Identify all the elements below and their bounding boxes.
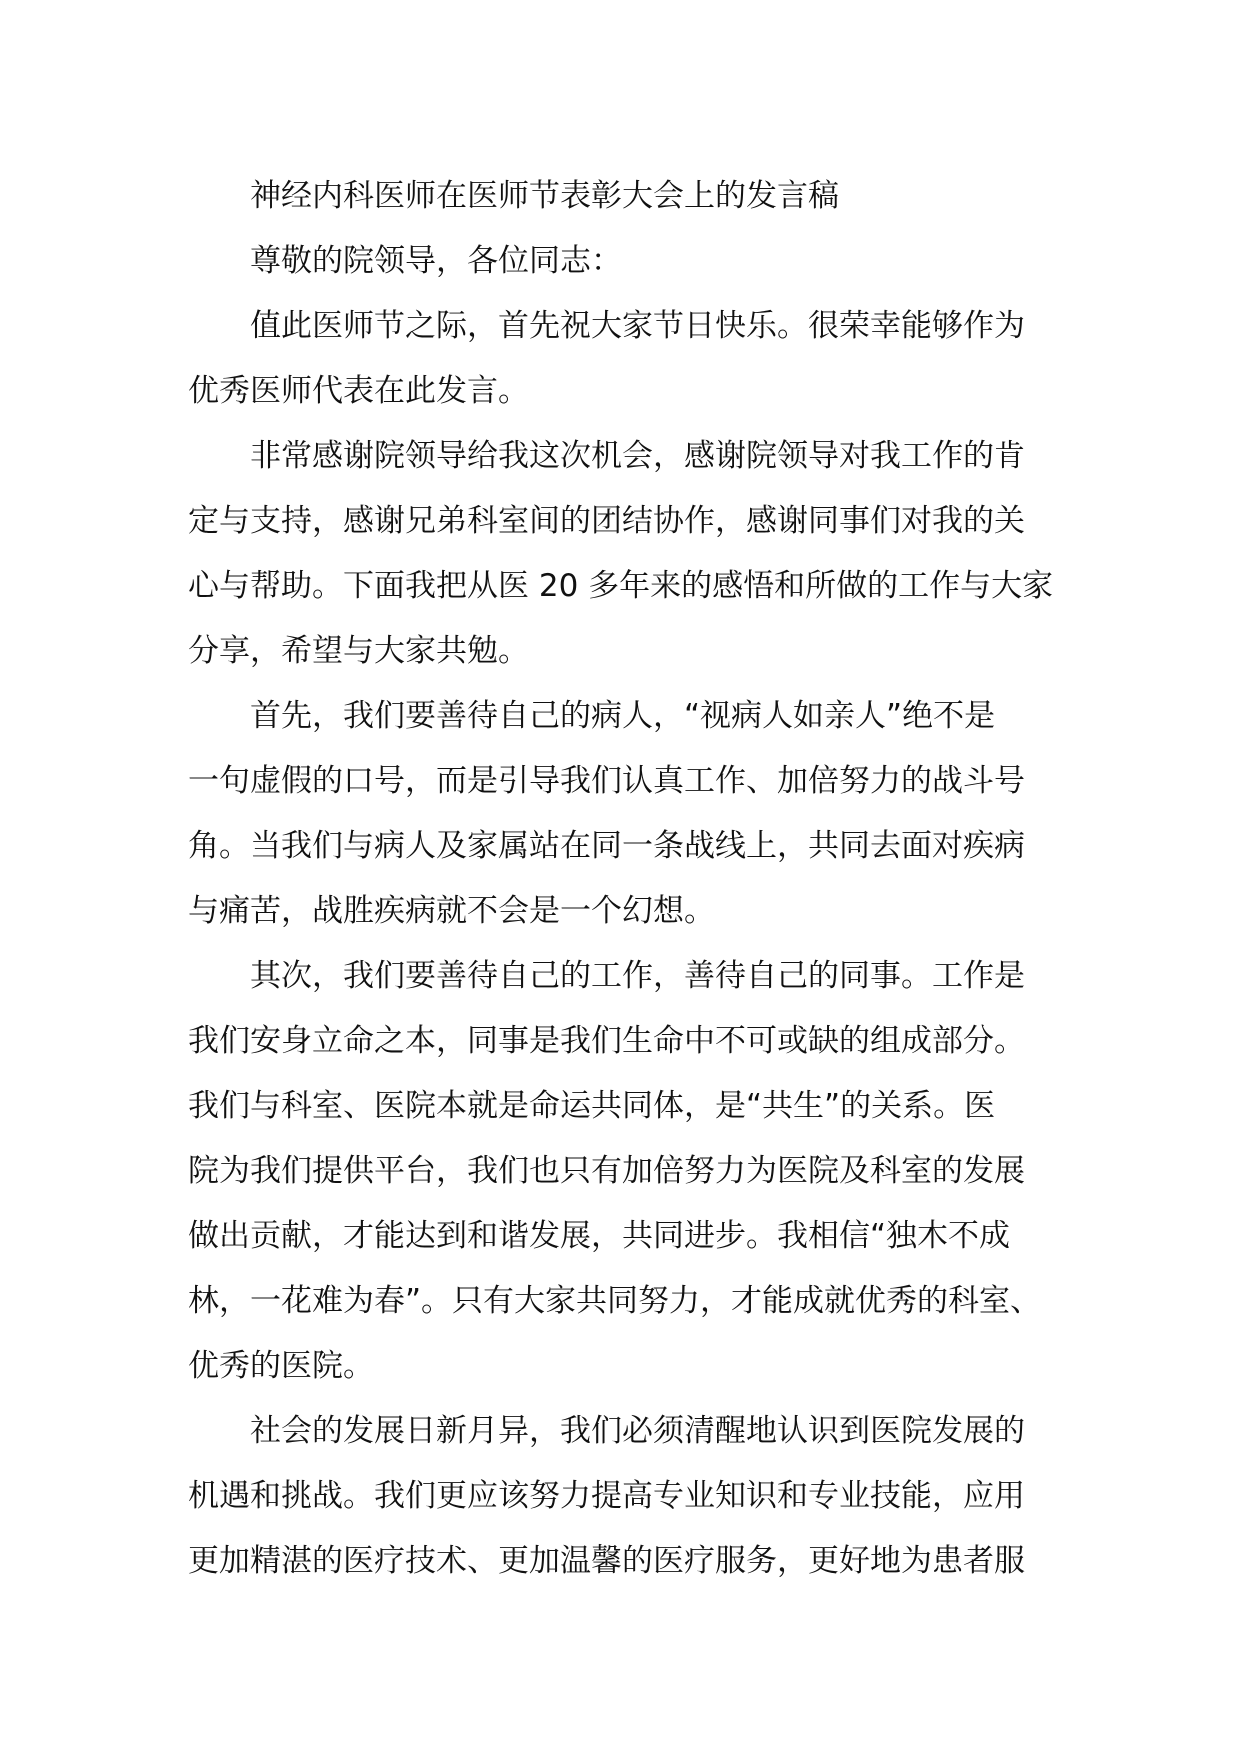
document-body	[188, 164, 1068, 1594]
paragraph-line: 其次，我们要善待自己的工作，善待自己的同事。工作是	[250, 958, 1025, 994]
paragraph-line: 值此医师节之际，首先祝大家节日快乐。很荣幸能够作为	[250, 308, 1025, 344]
paragraph-line: 我们安身立命之本，同事是我们生命中不可或缺的组成部分。	[188, 1023, 1025, 1059]
paragraph-line: 优秀医师代表在此发言。	[188, 373, 529, 409]
paragraph-line: 心与帮助。下面我把从医 20 多年来的感悟和所做的工作与大家	[188, 568, 1054, 604]
paragraph-line: 社会的发展日新月异，我们必须清醒地认识到医院发展的	[250, 1413, 1025, 1449]
document-title: 神经内科医师在医师节表彰大会上的发言稿	[250, 178, 839, 214]
paragraph-line: 角。当我们与病人及家属站在同一条战线上，共同去面对疾病	[188, 828, 1025, 864]
paragraph-line: 优秀的医院。	[188, 1348, 374, 1384]
paragraph-line: 院为我们提供平台，我们也只有加倍努力为医院及科室的发展	[188, 1153, 1025, 1189]
paragraph-line: 更加精湛的医疗技术、更加温馨的医疗服务，更好地为患者服	[188, 1543, 1025, 1579]
paragraph-line: 首先，我们要善待自己的病人，“视病人如亲人”绝不是	[250, 698, 996, 734]
paragraph-line: 做出贡献，才能达到和谐发展，共同进步。我相信“独木不成	[188, 1218, 1011, 1254]
paragraph-line: 一句虚假的口号，而是引导我们认真工作、加倍努力的战斗号	[188, 763, 1025, 799]
paragraph-line: 机遇和挑战。我们更应该努力提高专业知识和专业技能，应用	[188, 1478, 1025, 1514]
paragraph-line: 分享，希望与大家共勉。	[188, 633, 529, 669]
paragraph-line: 非常感谢院领导给我这次机会，感谢院领导对我工作的肯	[250, 438, 1025, 474]
paragraph-line: 定与支持，感谢兄弟科室间的团结协作，感谢同事们对我的关	[188, 503, 1025, 539]
paragraph-line: 与痛苦，战胜疾病就不会是一个幻想。	[188, 893, 715, 929]
paragraph-line: 林，一花难为春”。只有大家共同努力，才能成就优秀的科室、	[188, 1283, 1042, 1319]
paragraph-line: 我们与科室、医院本就是命运共同体，是“共生”的关系。医	[188, 1088, 996, 1124]
salutation: 尊敬的院领导，各位同志：	[250, 243, 622, 279]
